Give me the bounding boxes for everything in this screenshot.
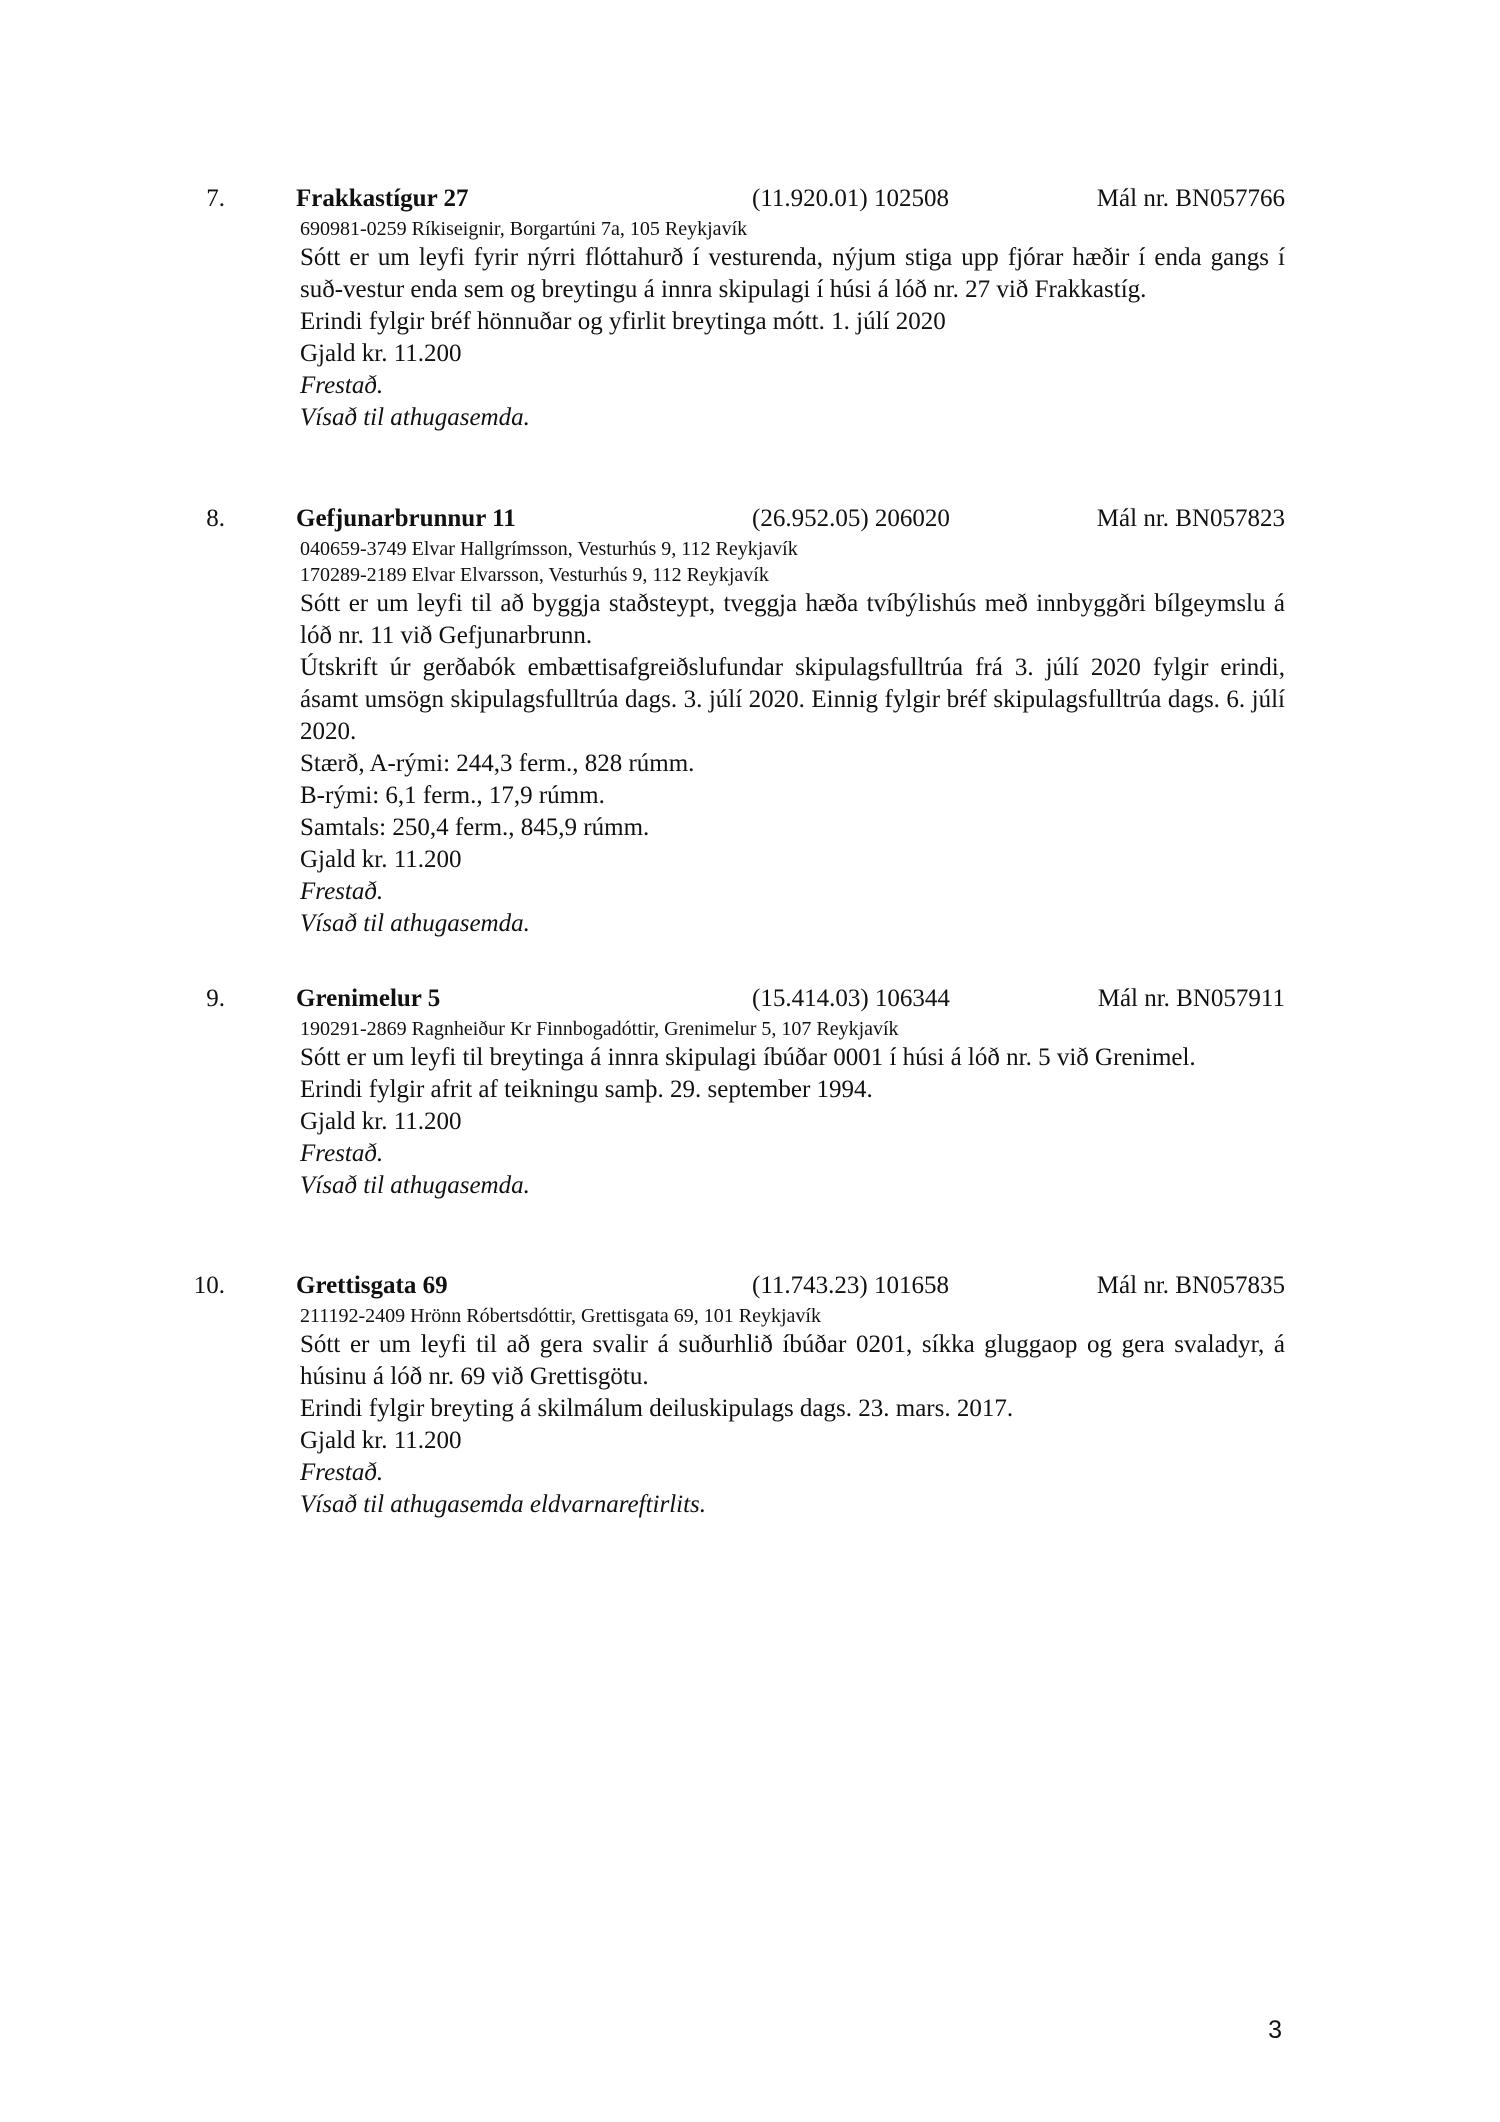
- applicant: 690981-0259 Ríkiseignir, Borgartúni 7a, 105 Reykjavík: [300, 218, 748, 240]
- property-title: Gefjunarbrunnur 11: [296, 505, 516, 532]
- description: Sótt er um leyfi til að byggja staðsteypt, tveggja hæða tvíbýlishús með innbyggðri bílgeymslu á lóð nr. 11 við Gefjunarbrunn.: [300, 590, 1285, 649]
- decision-line: Frestað.: [300, 372, 384, 399]
- fee-line: Gjald kr. 11.200: [300, 1427, 462, 1454]
- item-number: 10.: [193, 1272, 225, 1299]
- decision-line: Vísað til athugasemda.: [300, 404, 530, 431]
- property-code: (11.743.23) 101658: [752, 1272, 949, 1299]
- property-code: (26.952.05) 206020: [752, 505, 950, 532]
- case-body: [300, 536, 1285, 940]
- applicant: 190291-2869 Ragnheiður Kr Finnbogadóttir, Grenimelur 5, 107 Reykjavík: [300, 1018, 899, 1040]
- description: Sótt er um leyfi til að gera svalir á suðurhlið íbúðar 0201, síkka gluggaop og gera svaladyr, á húsinu á lóð nr. 69 við Grettisgötu.: [300, 1331, 1285, 1390]
- decision-line: Vísað til athugasemda eldvarnareftirlits.: [300, 1491, 707, 1518]
- case-header: [193, 1269, 1285, 1303]
- case-body: [300, 216, 1285, 434]
- item-number: 8.: [206, 505, 225, 532]
- property-code: (15.414.03) 106344: [752, 985, 950, 1012]
- applicant: 040659-3749 Elvar Hallgrímsson, Vesturhús 9, 112 Reykjavík: [300, 538, 798, 560]
- case-item: [206, 982, 1285, 1202]
- property-title: Frakkastígur 27: [296, 185, 469, 212]
- item-number: 7.: [206, 185, 225, 212]
- size-line: B-rými: 6,1 ferm., 17,9 rúmm.: [300, 782, 605, 809]
- decision-line: Frestað.: [300, 1140, 384, 1167]
- fee-line: Gjald kr. 11.200: [300, 340, 462, 367]
- case-body: [300, 1303, 1285, 1521]
- detail-line: Erindi fylgir bréf hönnuðar og yfirlit breytinga mótt. 1. júlí 2020: [300, 308, 946, 335]
- case-number: Mál nr. BN057766: [1096, 185, 1285, 212]
- decision-line: Frestað.: [300, 878, 384, 905]
- case-item: [206, 182, 1285, 434]
- decision-line: Frestað.: [300, 1459, 384, 1486]
- size-line: Stærð, A-rými: 244,3 ferm., 828 rúmm.: [300, 750, 695, 777]
- fee-line: Gjald kr. 11.200: [300, 846, 462, 873]
- fee-line: Gjald kr. 11.200: [300, 1108, 462, 1135]
- case-item: [193, 1269, 1285, 1521]
- description: Sótt er um leyfi fyrir nýrri flóttahurð í vesturenda, nýjum stiga upp fjórar hæðir í enda gangs í suð-vestur enda sem og breytingu á innra skipulagi í húsi á lóð nr. 27 við Frakkastíg.: [300, 244, 1285, 303]
- description: Sótt er um leyfi til breytinga á innra skipulagi íbúðar 0001 í húsi á lóð nr. 5 við Grenimel.: [300, 1044, 1196, 1071]
- case-header: [206, 182, 1285, 216]
- case-item: [206, 502, 1285, 940]
- applicant: 170289-2189 Elvar Elvarsson, Vesturhús 9, 112 Reykjavík: [300, 564, 769, 586]
- detail-line: Erindi fylgir breyting á skilmálum deiluskipulags dags. 23. mars. 2017.: [300, 1395, 1014, 1422]
- description: Útskrift úr gerðabók embættisafgreiðslufundar skipulagsfulltrúa frá 3. júlí 2020 fylgir erindi, ásamt umsögn skipulagsfulltrúa dags. 3. júlí 2020. Einnig fylgir bréf skipulagsfulltrúa dags. 6. júlí 2020.: [300, 654, 1285, 745]
- property-title: Grenimelur 5: [296, 985, 441, 1012]
- case-number: Mál nr. BN057911: [1097, 985, 1285, 1012]
- case-number: Mál nr. BN057835: [1096, 1272, 1285, 1299]
- property-title: Grettisgata 69: [296, 1272, 448, 1299]
- detail-line: Erindi fylgir afrit af teikningu samþ. 29. september 1994.: [300, 1076, 873, 1103]
- page-number: 3: [1268, 2016, 1282, 2044]
- applicant: 211192-2409 Hrönn Róbertsdóttir, Grettisgata 69, 101 Reykjavík: [300, 1305, 821, 1327]
- decision-line: Vísað til athugasemda.: [300, 1172, 530, 1199]
- case-body: [300, 1016, 1285, 1202]
- property-code: (11.920.01) 102508: [752, 185, 949, 212]
- decision-line: Vísað til athugasemda.: [300, 910, 530, 937]
- size-line: Samtals: 250,4 ferm., 845,9 rúmm.: [300, 814, 650, 841]
- case-header: [206, 982, 1285, 1016]
- case-number: Mál nr. BN057823: [1096, 505, 1285, 532]
- case-header: [206, 502, 1285, 536]
- item-number: 9.: [206, 985, 225, 1012]
